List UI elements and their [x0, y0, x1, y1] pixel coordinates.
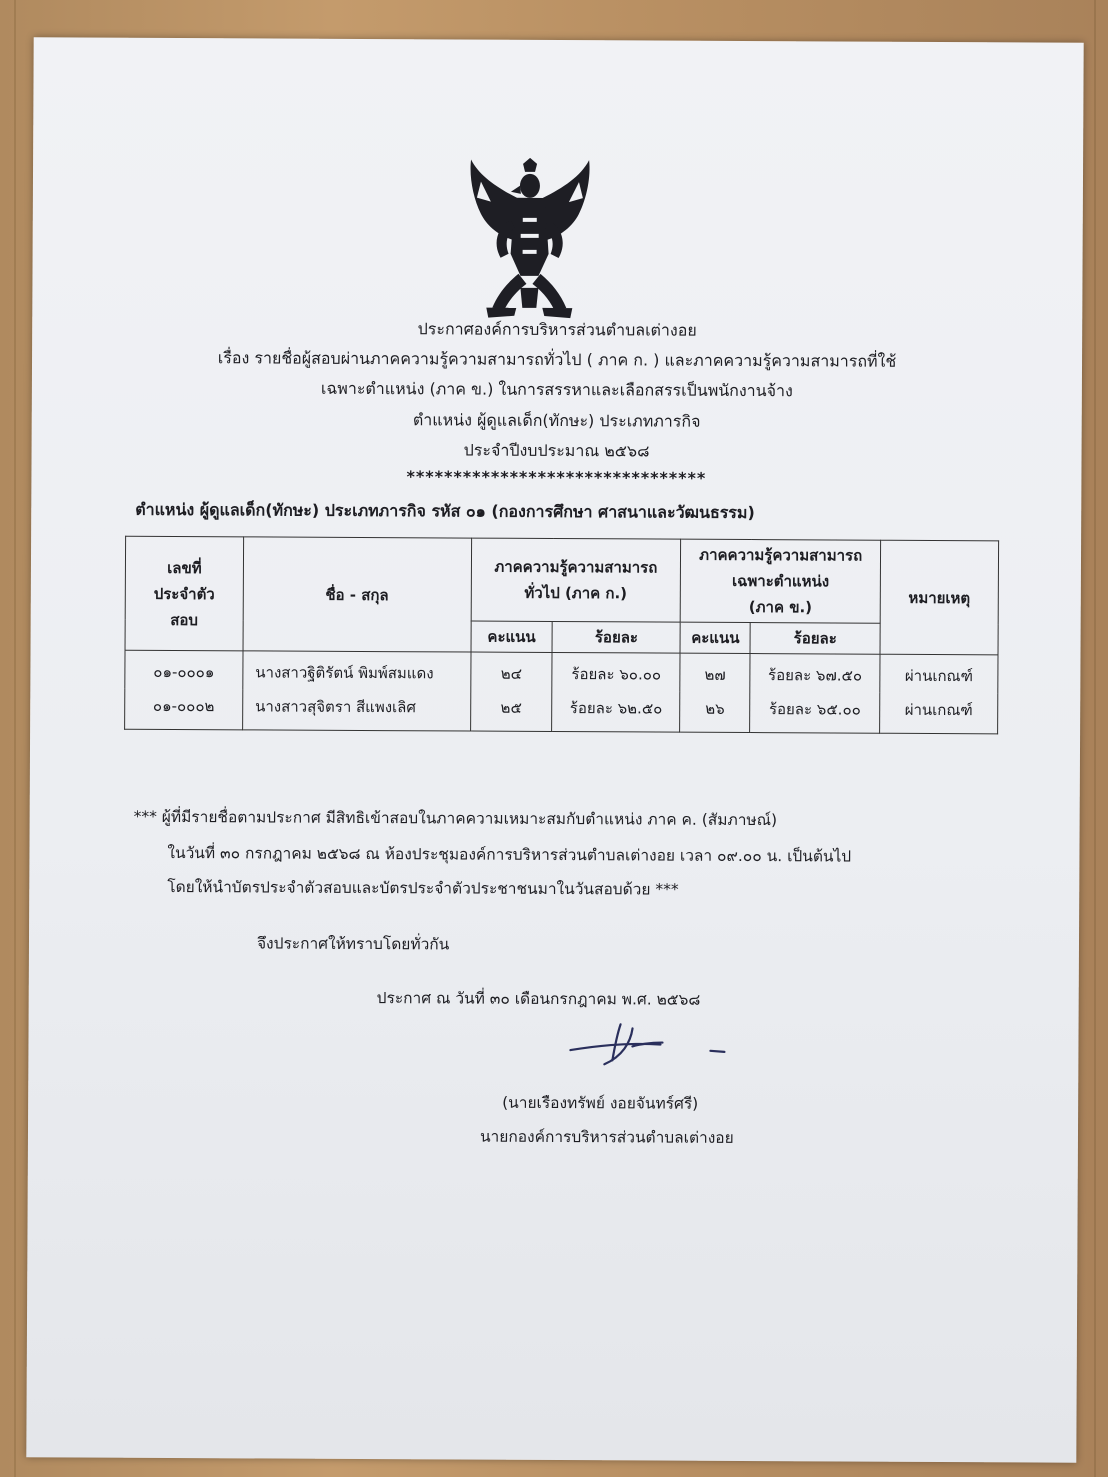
- header-general: ภาคความรู้ความสามารถ ทั่วไป (ภาค ก.): [471, 538, 681, 622]
- signatory-title: นายกองค์การบริหารส่วนตำบลเต่างอย: [479, 1127, 734, 1147]
- gen-score: ๒๔: [470, 652, 552, 691]
- position-code-line: ตำแหน่ง ผู้ดูแลเด็ก(ทักษะ) ประเภทภารกิจ รหัส ๐๑ (กองการศึกษา ศาสนาและวัฒนธรรม): [135, 499, 755, 523]
- subheader-spec-score: คะแนน: [680, 622, 750, 653]
- exam-id: ๐๑-๐๐๐๒: [125, 689, 243, 730]
- header-name: ชื่อ - สกุล: [243, 537, 471, 652]
- subheader-gen-score: คะแนน: [471, 621, 553, 652]
- remark: ผ่านเกณฑ์: [880, 693, 998, 734]
- subject-line-1: เรื่อง รายชื่อผู้สอบผ่านภาคความรู้ความสามารถทั่วไป ( ภาค ก. ) และภาคความรู้ความสามารถที่ใช้: [217, 348, 897, 371]
- subject-line-2: เฉพาะตำแหน่ง (ภาค ข.) ในการสรรหาและเลือกสรรเป็นพนักงานจ้าง: [320, 378, 793, 401]
- note-line-2: ในวันที่ ๓๐ กรกฎาคม ๒๕๖๘ ณ ห้องประชุมองค์การบริหารส่วนตำบลเต่างอย เวลา ๐๙.๐๐ น. เป็นต้นไป: [167, 843, 852, 866]
- garuda-emblem-icon: [466, 158, 593, 323]
- gen-percent: ร้อยละ ๖๒.๕๐: [552, 691, 680, 732]
- candidate-name: นางสาวสุจิตรา สีแพงเลิศ: [242, 689, 470, 731]
- subheader-gen-percent: ร้อยละ: [552, 621, 680, 653]
- note-line-3: โดยให้นำบัตรประจำตัวสอบและบัตรประจำตัวประชาชนมาในวันสอบด้วย ***: [167, 877, 679, 899]
- document-page: [26, 37, 1083, 1462]
- remark: ผ่านเกณฑ์: [880, 654, 998, 693]
- spec-score: ๒๖: [680, 692, 750, 733]
- spec-score: ๒๗: [680, 653, 750, 692]
- announce-text: จึงประกาศให้ทราบโดยทั่วกัน: [256, 934, 450, 954]
- header-specific: ภาคความรู้ความสามารถ เฉพาะตำแหน่ง (ภาค ข.): [680, 539, 880, 623]
- header-remark: หมายเหตุ: [880, 540, 999, 655]
- announce-date: ประกาศ ณ วันที่ ๓๐ เดือนกรกฎาคม พ.ศ. ๒๕๖๘: [376, 989, 701, 1009]
- spec-percent: ร้อยละ ๖๗.๕๐: [750, 654, 880, 693]
- results-table: [124, 536, 999, 735]
- exam-id: ๐๑-๐๐๐๑: [125, 650, 243, 689]
- position-line: ตำแหน่ง ผู้ดูแลเด็ก(ทักษะ) ประเภทภารกิจ: [412, 410, 701, 431]
- note-line-1: *** ผู้ที่มีรายชื่อตามประกาศ มีสิทธิเข้าสอบในภาคความเหมาะสมกับตำแหน่ง ภาค ค. (สัมภาษณ์): [133, 807, 778, 830]
- fiscal-year: ประจำปีงบประมาณ ๒๕๖๘: [463, 440, 650, 461]
- table-row: [125, 689, 998, 734]
- header-exam-id: เลขที่ ประจำตัว สอบ: [125, 536, 243, 651]
- handwritten-signature: [564, 1020, 744, 1073]
- gen-percent: ร้อยละ ๖๐.๐๐: [552, 652, 680, 691]
- separator: ********************************: [406, 467, 707, 488]
- signatory-name: (นายเรืองทรัพย์ งอยจันทร์ศรี): [502, 1093, 699, 1113]
- candidate-name: นางสาวฐิติรัตน์ พิมพ์สมแดง: [243, 651, 471, 691]
- table-row: [125, 650, 998, 693]
- org-title: ประกาศองค์การบริหารส่วนตำบลเต่างอย: [417, 319, 697, 340]
- spec-percent: ร้อยละ ๖๕.๐๐: [750, 692, 880, 733]
- subheader-spec-percent: ร้อยละ: [750, 623, 880, 655]
- gen-score: ๒๕: [470, 691, 552, 732]
